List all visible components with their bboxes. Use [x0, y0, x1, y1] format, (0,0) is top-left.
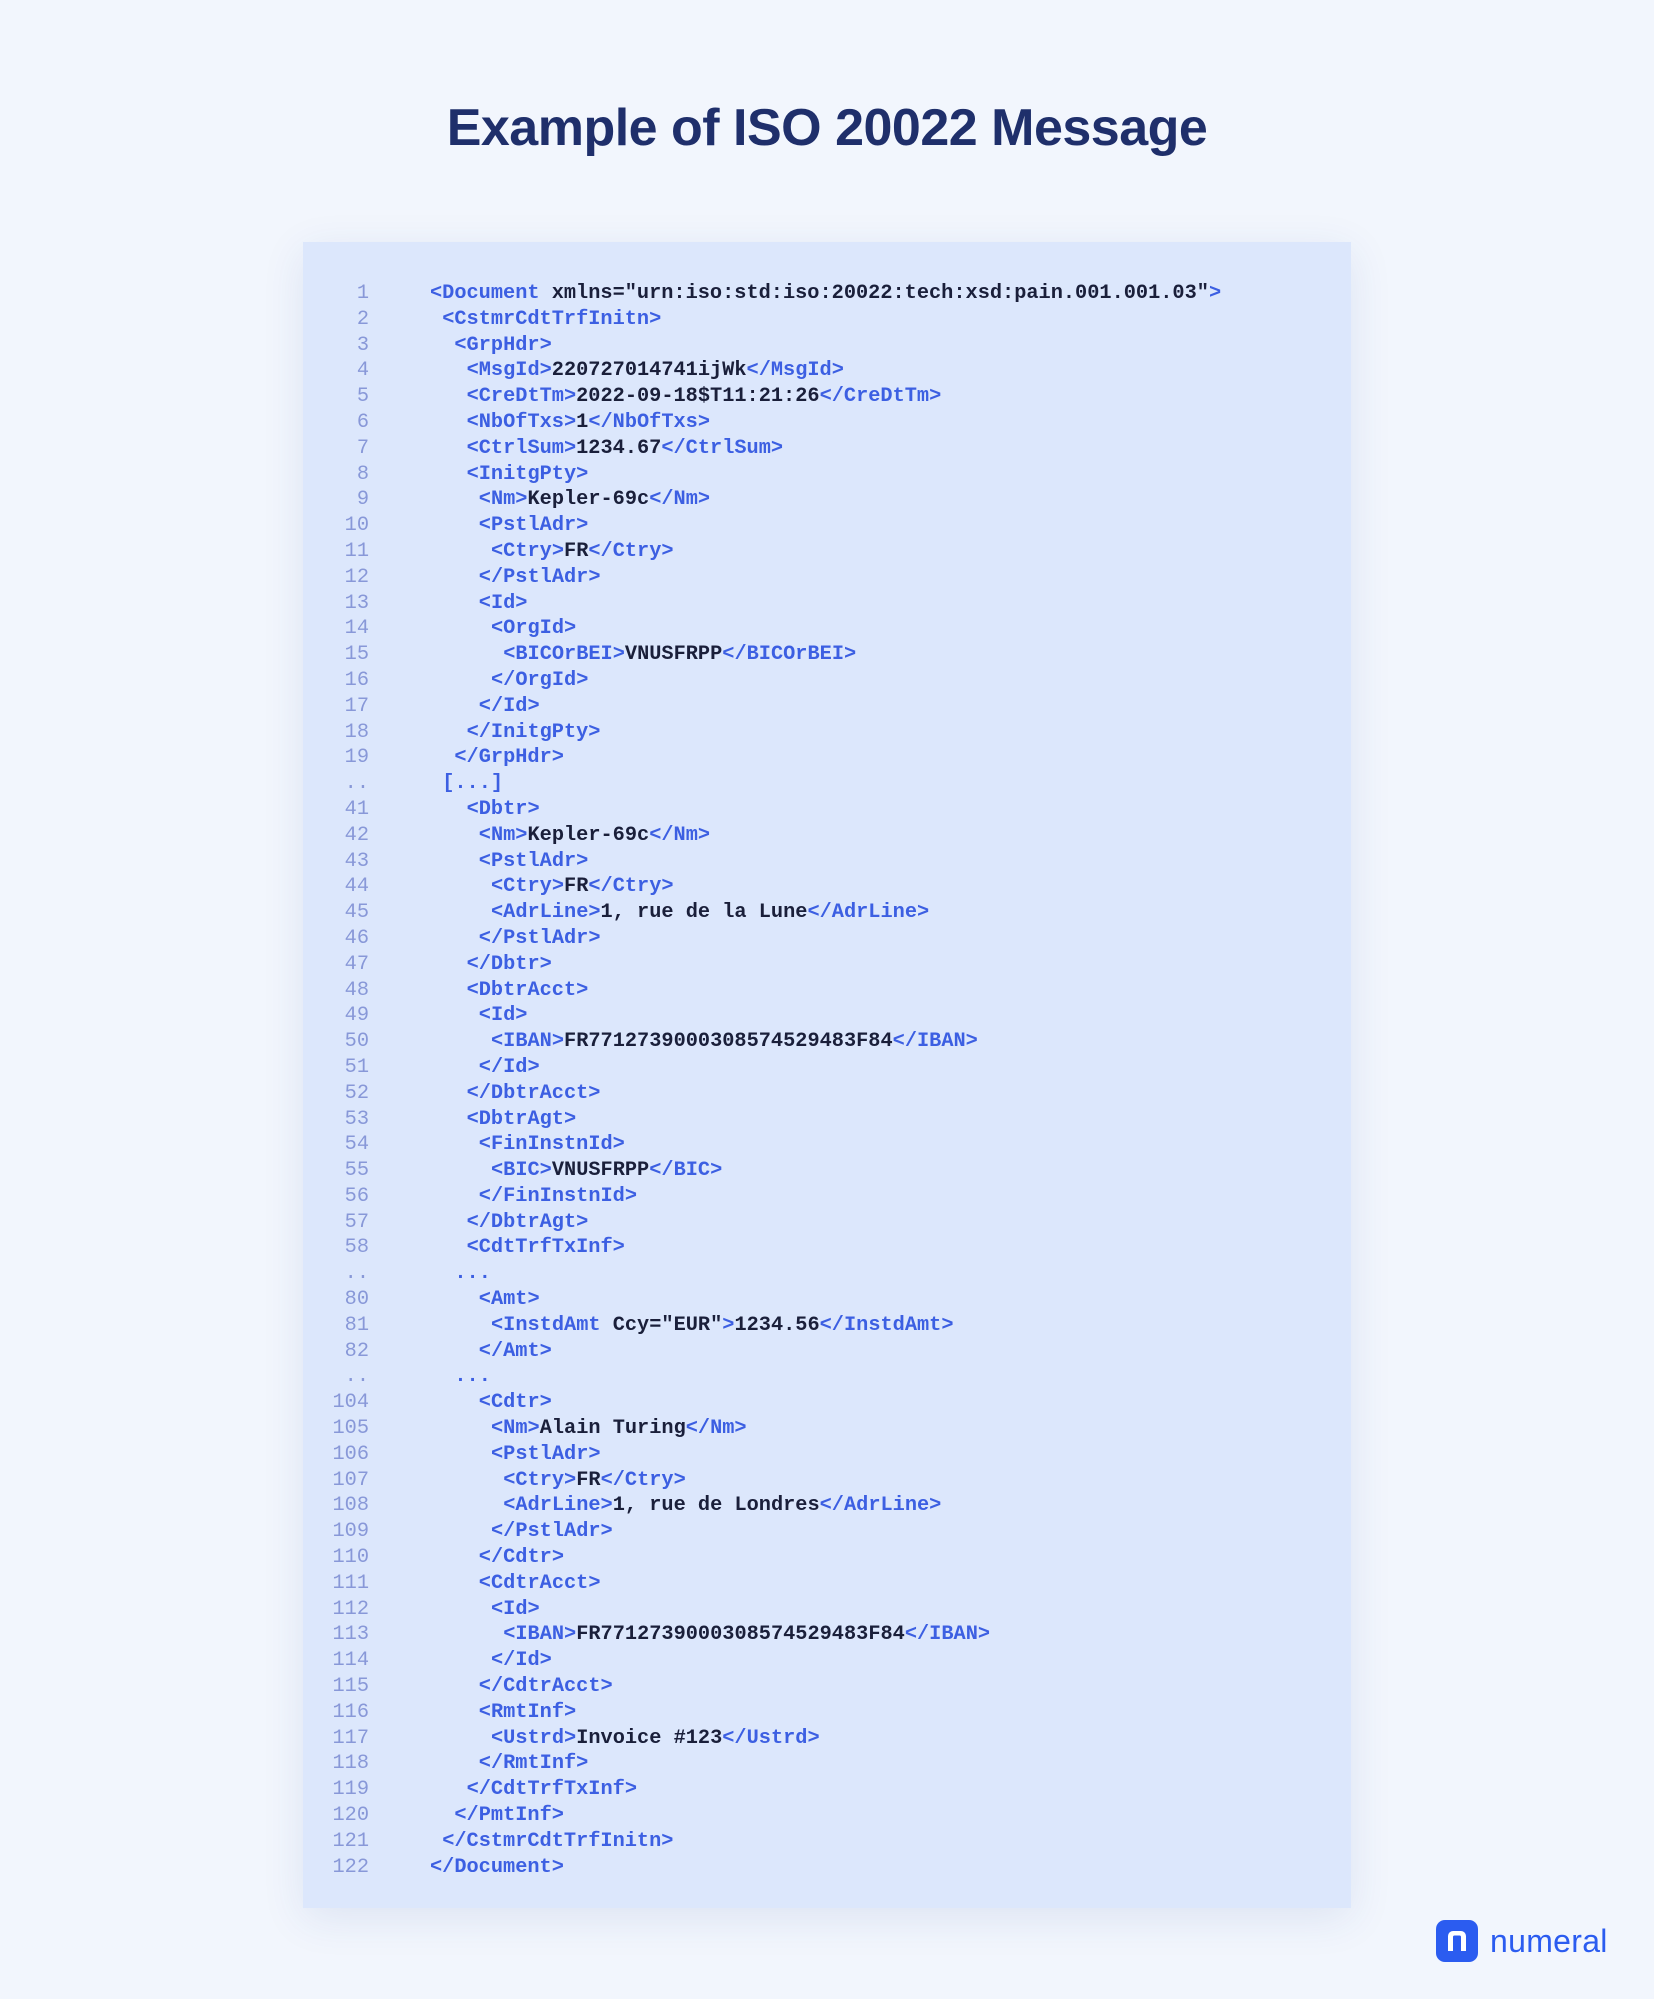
code-line — [303, 1184, 1351, 1210]
xml-tag: </BIC> — [649, 1159, 723, 1183]
xml-tag: <Cdtr> — [478, 1391, 552, 1415]
line-number: 5 — [356, 385, 369, 409]
code-text — [430, 539, 674, 565]
xml-value: VNUSFRPP — [551, 1159, 650, 1183]
code-block — [303, 242, 1351, 1908]
xml-tag: <PstlAdr> — [478, 849, 589, 873]
code-line — [303, 539, 1351, 565]
xml-tag: </CreDtTm> — [819, 385, 942, 409]
line-number: 51 — [344, 1055, 369, 1079]
xml-tag: > — [1208, 282, 1222, 305]
code-line — [303, 1055, 1351, 1081]
code-text — [430, 281, 1221, 307]
line-number: 104 — [332, 1391, 369, 1415]
xml-tag: </FinInstnId> — [478, 1184, 638, 1208]
code-text — [430, 1493, 941, 1519]
xml-value: xmlns="urn:iso:std:iso:20022:tech:xsd:pain.001.001.03" — [539, 282, 1209, 305]
code-text — [430, 1571, 601, 1597]
xml-value: VNUSFRPP — [624, 643, 723, 667]
code-line — [303, 410, 1351, 436]
code-text — [430, 1029, 978, 1055]
code-line — [303, 874, 1351, 900]
line-number: 107 — [332, 1468, 369, 1492]
line-number: 1 — [356, 282, 369, 305]
xml-value: 220727014741ijWk — [551, 359, 747, 383]
xml-tag: </Amt> — [478, 1339, 552, 1363]
xml-tag: </CdtrAcct> — [478, 1675, 613, 1699]
code-text — [430, 1081, 600, 1107]
xml-tag: <AdrLine> — [503, 1494, 613, 1518]
xml-tag: </Dbtr> — [466, 952, 552, 976]
line-number: 121 — [332, 1829, 369, 1853]
code-text — [430, 410, 710, 436]
xml-value: Ccy="EUR" — [600, 1313, 723, 1337]
code-text — [430, 1751, 588, 1777]
xml-tag: <CreDtTm> — [466, 385, 577, 409]
code-line — [303, 333, 1351, 359]
line-number: 10 — [344, 514, 369, 538]
line-number: 111 — [332, 1571, 369, 1595]
code-line — [303, 900, 1351, 926]
code-text — [430, 978, 588, 1004]
code-line — [303, 1468, 1351, 1494]
xml-tag: </Id> — [478, 1055, 540, 1079]
xml-tag: </PmtInf> — [454, 1804, 564, 1828]
line-number: 120 — [332, 1804, 369, 1828]
code-line — [303, 1003, 1351, 1029]
code-line — [303, 1829, 1351, 1855]
xml-value: Kepler-69c — [527, 823, 650, 847]
xml-tag: </Nm> — [649, 488, 711, 512]
line-number: 16 — [344, 668, 369, 692]
xml-tag: <IBAN> — [491, 1030, 565, 1054]
code-line — [303, 1158, 1351, 1184]
line-number: 42 — [344, 823, 369, 847]
xml-tag: </DbtrAgt> — [466, 1210, 589, 1234]
xml-value: 1234.67 — [576, 436, 662, 460]
code-text — [430, 436, 783, 462]
code-line — [303, 1261, 1351, 1287]
code-line — [303, 1132, 1351, 1158]
line-number: 113 — [332, 1623, 369, 1647]
code-line — [303, 1390, 1351, 1416]
code-text — [430, 1726, 820, 1752]
code-line — [303, 849, 1351, 875]
xml-tag: </CstmrCdtTrfInitn> — [442, 1829, 674, 1853]
xml-tag: <PstlAdr> — [491, 1442, 601, 1466]
line-number: .. — [344, 1262, 369, 1286]
line-number: 110 — [332, 1546, 369, 1570]
code-line — [303, 1416, 1351, 1442]
xml-value: FR7712739000308574529483F84 — [576, 1623, 905, 1647]
line-number: 109 — [332, 1520, 369, 1544]
xml-tag: </BICOrBEI> — [722, 643, 857, 667]
line-number: .. — [344, 772, 369, 796]
xml-tag: <IBAN> — [503, 1623, 577, 1647]
code-text — [430, 1055, 540, 1081]
line-number: 12 — [344, 565, 369, 589]
code-text — [430, 1545, 564, 1571]
code-text — [430, 1184, 637, 1210]
xml-tag: ... — [454, 1262, 491, 1286]
xml-tag: <DbtrAgt> — [466, 1107, 577, 1131]
code-text — [430, 1519, 613, 1545]
xml-tag: </Cdtr> — [478, 1546, 564, 1570]
xml-tag: </InstdAmt> — [819, 1313, 954, 1337]
xml-tag: <CstmrCdtTrfInitn> — [442, 307, 662, 331]
line-number: 57 — [344, 1210, 369, 1234]
code-text — [430, 333, 552, 359]
xml-tag: <BICOrBEI> — [503, 643, 625, 667]
code-text — [430, 616, 576, 642]
xml-tag: <CdtrAcct> — [478, 1571, 601, 1595]
code-text — [430, 1622, 990, 1648]
code-line — [303, 1622, 1351, 1648]
xml-value: Alain Turing — [539, 1417, 686, 1441]
xml-value: 1 — [576, 410, 589, 434]
xml-tag: <Id> — [491, 1597, 540, 1621]
line-number: 49 — [344, 1004, 369, 1028]
code-text — [430, 849, 588, 875]
xml-tag: <InstdAmt — [491, 1313, 601, 1337]
line-number: 13 — [344, 591, 369, 615]
code-text — [430, 487, 710, 513]
code-line — [303, 1545, 1351, 1571]
code-line — [303, 591, 1351, 617]
code-line — [303, 565, 1351, 591]
xml-tag: </GrpHdr> — [454, 746, 564, 770]
code-text — [430, 384, 941, 410]
code-line — [303, 513, 1351, 539]
code-text — [430, 1287, 540, 1313]
xml-tag: <MsgId> — [466, 359, 552, 383]
xml-tag: <PstlAdr> — [478, 514, 589, 538]
line-number: 46 — [344, 926, 369, 950]
code-text — [430, 358, 844, 384]
xml-tag: </PstlAdr> — [478, 565, 601, 589]
xml-value: 1, rue de Londres — [612, 1494, 820, 1518]
code-text — [430, 1261, 491, 1287]
code-text — [430, 900, 929, 926]
line-number: 108 — [332, 1494, 369, 1518]
line-number: 43 — [344, 849, 369, 873]
xml-tag: > — [722, 1313, 735, 1337]
xml-tag: </CdtTrfTxInf> — [466, 1778, 637, 1802]
xml-tag: </AdrLine> — [807, 901, 930, 925]
line-number: 9 — [356, 488, 369, 512]
code-text — [430, 565, 601, 591]
code-line — [303, 1339, 1351, 1365]
line-number: 106 — [332, 1442, 369, 1466]
line-number: 17 — [344, 694, 369, 718]
xml-tag: </InitgPty> — [466, 720, 601, 744]
xml-tag: <Ctry> — [491, 539, 565, 563]
xml-tag: <Ctry> — [503, 1468, 577, 1492]
xml-tag: ... — [454, 1365, 491, 1389]
line-number: 54 — [344, 1133, 369, 1157]
xml-tag: </Id> — [491, 1649, 552, 1673]
code-text — [430, 1855, 564, 1881]
code-text — [430, 745, 564, 771]
code-text — [430, 1313, 954, 1339]
brand-name: numeral — [1490, 1922, 1608, 1959]
xml-tag: </MsgId> — [746, 359, 844, 383]
xml-value: Invoice #123 — [576, 1726, 723, 1750]
xml-tag: <Id> — [478, 591, 528, 615]
code-text — [430, 797, 540, 823]
xml-tag: <Document — [430, 282, 540, 305]
code-text — [430, 1339, 552, 1365]
code-line — [303, 307, 1351, 333]
xml-tag: </CtrlSum> — [661, 436, 784, 460]
xml-tag: </RmtInf> — [478, 1752, 589, 1776]
line-number: 53 — [344, 1107, 369, 1131]
xml-tag: </Id> — [478, 694, 540, 718]
code-line — [303, 1313, 1351, 1339]
code-text — [430, 1390, 552, 1416]
code-line — [303, 1648, 1351, 1674]
xml-tag: <InitgPty> — [466, 462, 589, 486]
xml-tag: <FinInstnId> — [478, 1133, 625, 1157]
code-text — [430, 1442, 601, 1468]
code-text — [430, 720, 600, 746]
code-text — [430, 1235, 625, 1261]
code-text — [430, 1364, 491, 1390]
code-line — [303, 1777, 1351, 1803]
code-line — [303, 1029, 1351, 1055]
code-text — [430, 591, 527, 617]
code-line — [303, 1700, 1351, 1726]
code-line — [303, 1442, 1351, 1468]
code-text — [430, 823, 710, 849]
code-line — [303, 462, 1351, 488]
xml-tag: </Document> — [430, 1855, 564, 1879]
line-number: 81 — [344, 1313, 369, 1337]
code-text — [430, 771, 503, 797]
xml-tag: <Amt> — [478, 1288, 540, 1312]
code-text — [430, 668, 588, 694]
line-number: 80 — [344, 1288, 369, 1312]
xml-tag: </IBAN> — [904, 1623, 991, 1647]
xml-tag: <DbtrAcct> — [466, 978, 589, 1002]
xml-tag: </Ctry> — [588, 539, 674, 563]
xml-tag: <NbOfTxs> — [466, 410, 577, 434]
xml-tag: </NbOfTxs> — [588, 410, 711, 434]
code-line — [303, 720, 1351, 746]
xml-value: Kepler-69c — [527, 488, 650, 512]
xml-value: 1, rue de la Lune — [600, 901, 808, 925]
line-number: 44 — [344, 875, 369, 899]
line-number: 15 — [344, 643, 369, 667]
numeral-logo-icon — [1436, 1920, 1478, 1962]
xml-tag: <Nm> — [478, 823, 528, 847]
line-number: 41 — [344, 797, 369, 821]
xml-value: 1234.56 — [734, 1313, 820, 1337]
code-text — [430, 1648, 552, 1674]
code-text — [430, 1158, 722, 1184]
code-line — [303, 823, 1351, 849]
code-line — [303, 1210, 1351, 1236]
code-text — [430, 1777, 637, 1803]
code-line — [303, 797, 1351, 823]
line-number: 8 — [356, 462, 369, 486]
code-text — [430, 694, 540, 720]
xml-tag: </Nm> — [649, 823, 711, 847]
code-line — [303, 1519, 1351, 1545]
xml-value: FR — [564, 875, 589, 899]
code-text — [430, 1597, 540, 1623]
xml-tag: <Nm> — [491, 1417, 540, 1441]
line-number: 55 — [344, 1159, 369, 1183]
xml-tag: <GrpHdr> — [454, 333, 552, 357]
code-line — [303, 1081, 1351, 1107]
line-number: 114 — [332, 1649, 369, 1673]
xml-tag: </IBAN> — [892, 1030, 978, 1054]
line-number: 112 — [332, 1597, 369, 1621]
code-line — [303, 616, 1351, 642]
code-line — [303, 1674, 1351, 1700]
xml-tag: </PstlAdr> — [478, 926, 601, 950]
code-text — [430, 642, 856, 668]
code-line — [303, 694, 1351, 720]
code-line — [303, 745, 1351, 771]
line-number: 118 — [332, 1752, 369, 1776]
code-text — [430, 1674, 613, 1700]
line-number: 6 — [356, 410, 369, 434]
code-line — [303, 1493, 1351, 1519]
xml-tag: <AdrLine> — [491, 901, 601, 925]
line-number: 52 — [344, 1081, 369, 1105]
code-line — [303, 1751, 1351, 1777]
line-number: 48 — [344, 978, 369, 1002]
line-number: 56 — [344, 1184, 369, 1208]
code-text — [430, 952, 552, 978]
code-line — [303, 1364, 1351, 1390]
code-text — [430, 1107, 576, 1133]
code-text — [430, 1468, 686, 1494]
xml-tag: </Ctry> — [600, 1468, 686, 1492]
xml-value: 2022-09-18$T11:21:26 — [576, 385, 820, 409]
code-line — [303, 1107, 1351, 1133]
xml-value: FR — [564, 539, 589, 563]
code-line — [303, 952, 1351, 978]
xml-tag: <RmtInf> — [478, 1700, 577, 1724]
line-number: 19 — [344, 746, 369, 770]
code-text — [430, 1003, 527, 1029]
code-text — [430, 1803, 564, 1829]
code-line — [303, 487, 1351, 513]
xml-tag: <Nm> — [478, 488, 528, 512]
code-text — [430, 874, 674, 900]
code-line — [303, 436, 1351, 462]
line-number: 11 — [344, 539, 369, 563]
code-text — [430, 1829, 673, 1855]
line-number: 7 — [356, 436, 369, 460]
xml-tag: </AdrLine> — [819, 1494, 942, 1518]
code-line — [303, 1597, 1351, 1623]
code-text — [430, 1210, 588, 1236]
code-line — [303, 384, 1351, 410]
line-number: 50 — [344, 1030, 369, 1054]
code-text — [430, 513, 588, 539]
code-text — [430, 926, 601, 952]
code-text — [430, 1700, 576, 1726]
line-number: 115 — [332, 1675, 369, 1699]
line-number: 45 — [344, 901, 369, 925]
code-line — [303, 771, 1351, 797]
code-text — [430, 1416, 747, 1442]
xml-tag: </PstlAdr> — [491, 1520, 613, 1544]
line-number: 2 — [356, 307, 369, 331]
line-number: 47 — [344, 952, 369, 976]
xml-tag: <Ustrd> — [491, 1726, 577, 1750]
line-number: 3 — [356, 333, 369, 357]
code-line — [303, 642, 1351, 668]
xml-tag: <OrgId> — [491, 617, 577, 641]
code-line — [303, 358, 1351, 384]
line-number: 82 — [344, 1339, 369, 1363]
xml-tag: <BIC> — [491, 1159, 552, 1183]
code-text — [430, 462, 588, 488]
xml-tag: </Ustrd> — [722, 1726, 820, 1750]
code-line — [303, 1855, 1351, 1881]
xml-tag: <CdtTrfTxInf> — [466, 1236, 625, 1260]
xml-value: FR — [576, 1468, 601, 1492]
code-line — [303, 668, 1351, 694]
line-number: 18 — [344, 720, 369, 744]
page-title: Example of ISO 20022 Message — [446, 99, 1208, 157]
xml-tag: <CtrlSum> — [466, 436, 577, 460]
line-number: 14 — [344, 617, 369, 641]
code-text — [430, 307, 661, 333]
xml-tag: </Nm> — [685, 1417, 747, 1441]
line-number: .. — [344, 1365, 369, 1389]
xml-tag: <Dbtr> — [466, 797, 540, 821]
line-number: 122 — [332, 1855, 369, 1879]
line-number: 105 — [332, 1417, 369, 1441]
xml-value: FR7712739000308574529483F84 — [564, 1030, 893, 1054]
code-line — [303, 1803, 1351, 1829]
line-number: 116 — [332, 1700, 369, 1724]
code-line — [303, 1287, 1351, 1313]
code-line — [303, 1235, 1351, 1261]
line-number: 119 — [332, 1778, 369, 1802]
brand-logo — [1436, 1920, 1608, 1962]
xml-tag: <Id> — [478, 1004, 528, 1028]
xml-tag: </Ctry> — [588, 875, 674, 899]
code-line — [303, 1726, 1351, 1752]
code-line — [303, 978, 1351, 1004]
code-line — [303, 281, 1351, 307]
xml-tag: [...] — [442, 772, 504, 796]
line-number: 4 — [356, 359, 369, 383]
code-text — [430, 1132, 625, 1158]
xml-tag: </OrgId> — [491, 668, 589, 692]
line-number: 58 — [344, 1236, 369, 1260]
xml-tag: </DbtrAcct> — [466, 1081, 601, 1105]
code-line — [303, 926, 1351, 952]
xml-tag: <Ctry> — [491, 875, 565, 899]
line-number: 117 — [332, 1726, 369, 1750]
code-line — [303, 1571, 1351, 1597]
